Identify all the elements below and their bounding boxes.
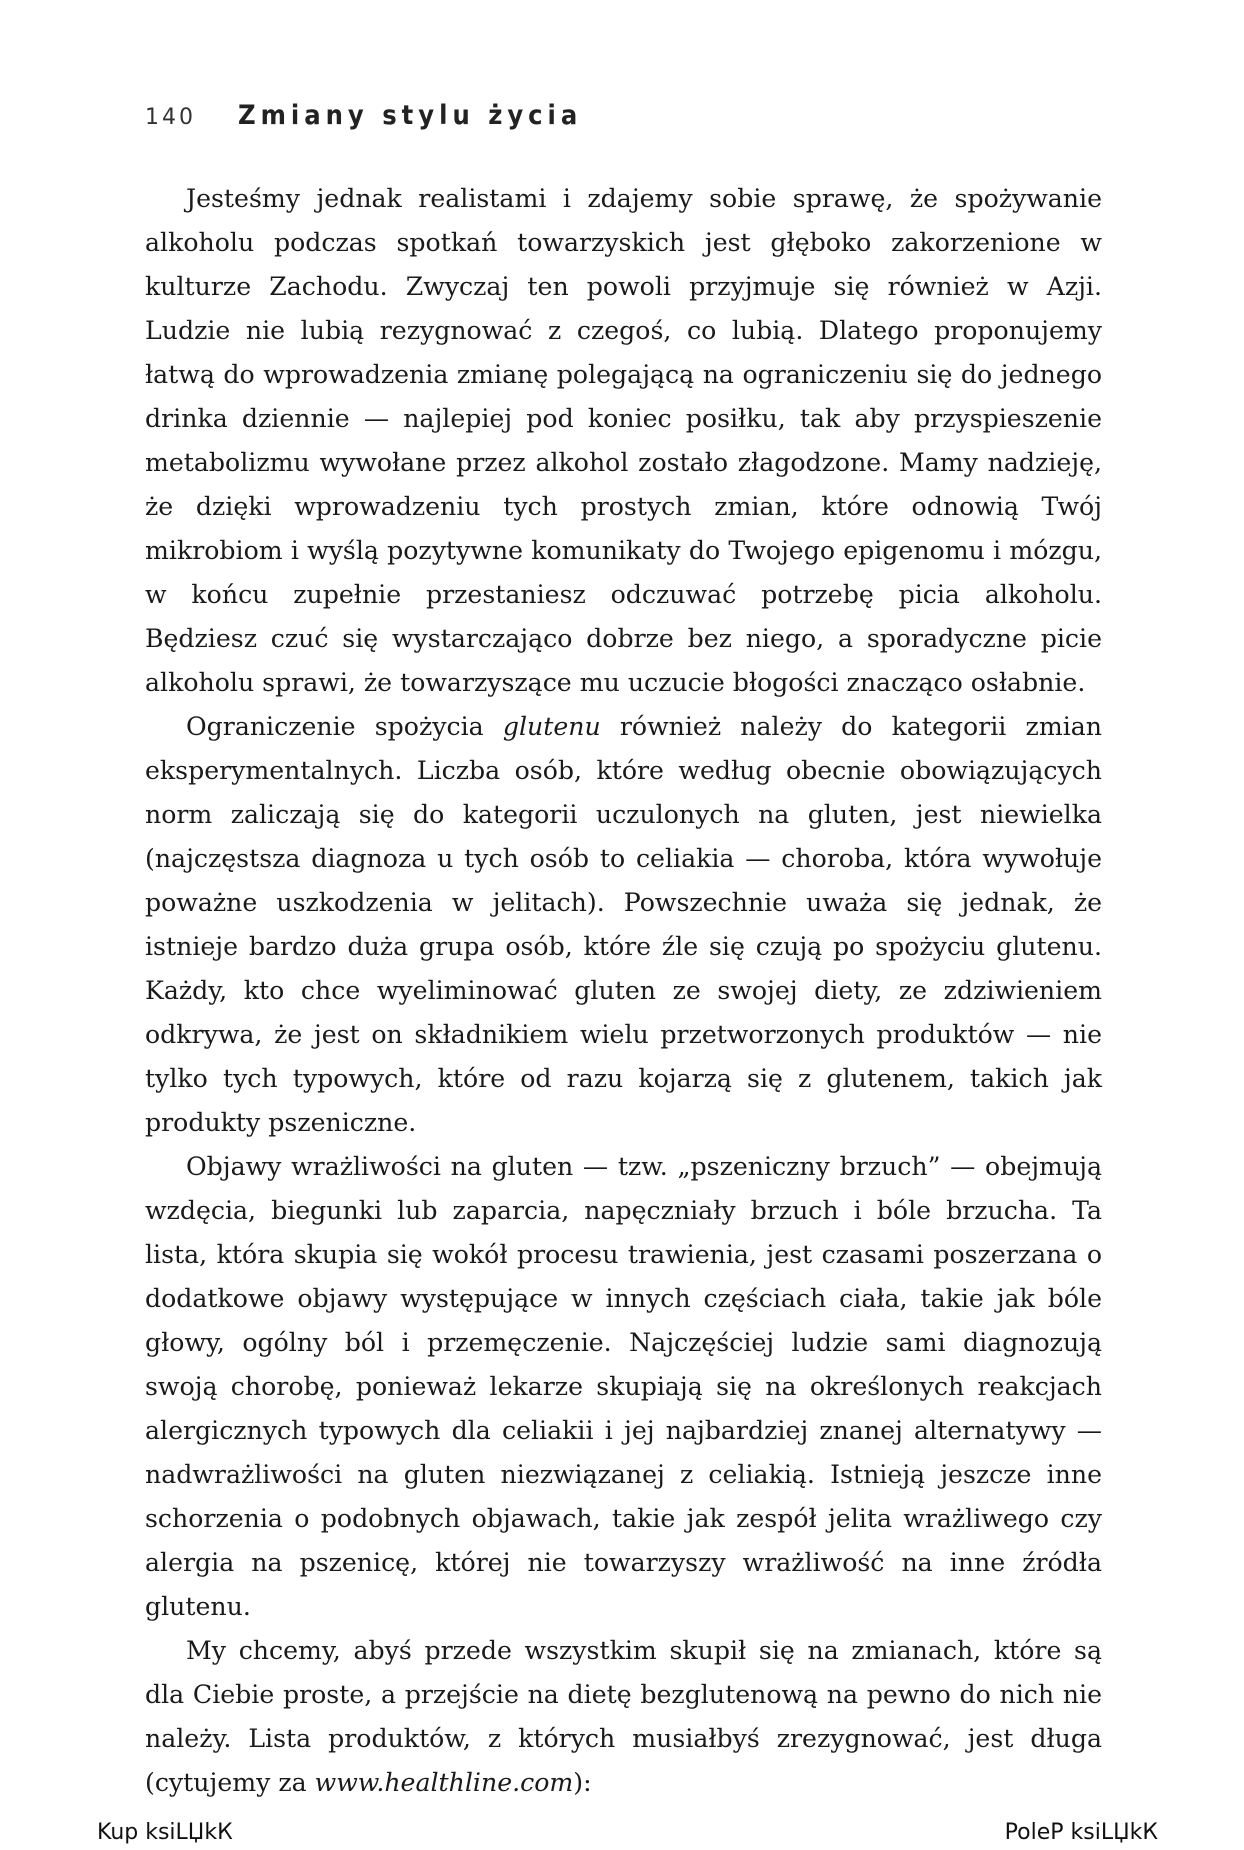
paragraph-text: My chcemy, abyś przede wszystkim skupił się na zmianach, które są dla Ciebie proste, a przejście na dietę bezglutenową na pewno do nich nie należy. Lista produktów, z których musiałbyś zrezygnować, jest długa (cytujemy za xyxy=(145,1636,1102,1797)
running-head xyxy=(145,100,582,131)
paragraph-text: również należy do kategorii zmian eksperymentalnych. Liczba osób, które według obecnie obowiązujących norm zaliczają się do kategorii uczulonych na gluten, jest niewielka (najczęstsza diagnoza u tych osób to celiakia — choroba, która wywołuje poważne uszkodzenia w jelitach). Powszechnie uważa się jednak, że istnieje bardzo duża grupa osób, które źle się czują po spożyciu glutenu. Każdy, kto chce wyeliminować gluten ze swojej diety, ze zdziwieniem odkrywa, że jest on składnikiem wielu przetworzonych produktów — nie tylko tych typowych, które od razu kojarzą się z glutenem, takich jak produkty pszeniczne. xyxy=(145,712,1102,1137)
paragraph-text: Ograniczenie spożycia xyxy=(186,712,503,741)
body-text xyxy=(145,177,1102,1805)
footer xyxy=(97,1820,1158,1845)
paragraph-gluten-conclusion xyxy=(145,1629,1102,1805)
italic-term: glutenu xyxy=(502,712,601,741)
paragraph-gluten-intro xyxy=(145,705,1102,1145)
chapter-title: Zmiany stylu życia xyxy=(238,100,583,131)
paragraph-text: ): xyxy=(573,1768,592,1797)
page-number: 140 xyxy=(145,105,196,130)
paragraph-alcohol: Jesteśmy jednak realistami i zdajemy sobie sprawę, że spożywanie alkoholu podczas spotkań towarzyskich jest głęboko zakorzenione w kulturze Zachodu. Zwyczaj ten powoli przyjmuje się również w Azji. Ludzie nie lubią rezygnować z czegoś, co lubią. Dlatego proponujemy łatwą do wprowadzenia zmianę polegającą na ograniczeniu się do jednego drinka dziennie — najlepiej pod koniec posiłku, tak aby przyspieszenie metabolizmu wywołane przez alkohol zostało złagodzone. Mamy nadzieję, że dzięki wprowadzeniu tych prostych zmian, które odnowią Twój mikrobiom i wyślą pozytywne komunikaty do Twojego epigenomu i mózgu, w końcu zupełnie przestaniesz odczuwać potrzebę picia alkoholu. Będziesz czuć się wystarczająco dobrze bez niego, a sporadyczne picie alkoholu sprawi, że towarzyszące mu uczucie błogości znacząco osłabnie. xyxy=(145,184,1102,697)
recommend-book-link[interactable]: PoleР ksiLЏkК xyxy=(1004,1820,1158,1845)
buy-book-link[interactable]: Kup ksiLЏkК xyxy=(97,1820,233,1845)
source-link-text: www.healthline.com xyxy=(314,1768,574,1797)
paragraph-gluten-symptoms: Objawy wrażliwości na gluten — tzw. „pszeniczny brzuch” — obejmują wzdęcia, biegunki lub zaparcia, napęczniały brzuch i bóle brzucha. Ta lista, która skupia się wokół procesu trawienia, jest czasami poszerzana o dodatkowe objawy występujące w innych częściach ciała, takie jak bóle głowy, ogólny ból i przemęczenie. Najczęściej ludzie sami diagnozują swoją chorobę, ponieważ lekarze skupiają się na określonych reakcjach alergicznych typowych dla celiakii i jej najbardziej znanej alternatywy — nadwrażliwości na gluten niezwiązanej z celiakią. Istnieją jeszcze inne schorzenia o podobnych objawach, takie jak zespół jelita wrażliwego czy alergia na pszenicę, której nie towarzyszy wrażliwość na inne źródła glutenu. xyxy=(145,1152,1102,1621)
